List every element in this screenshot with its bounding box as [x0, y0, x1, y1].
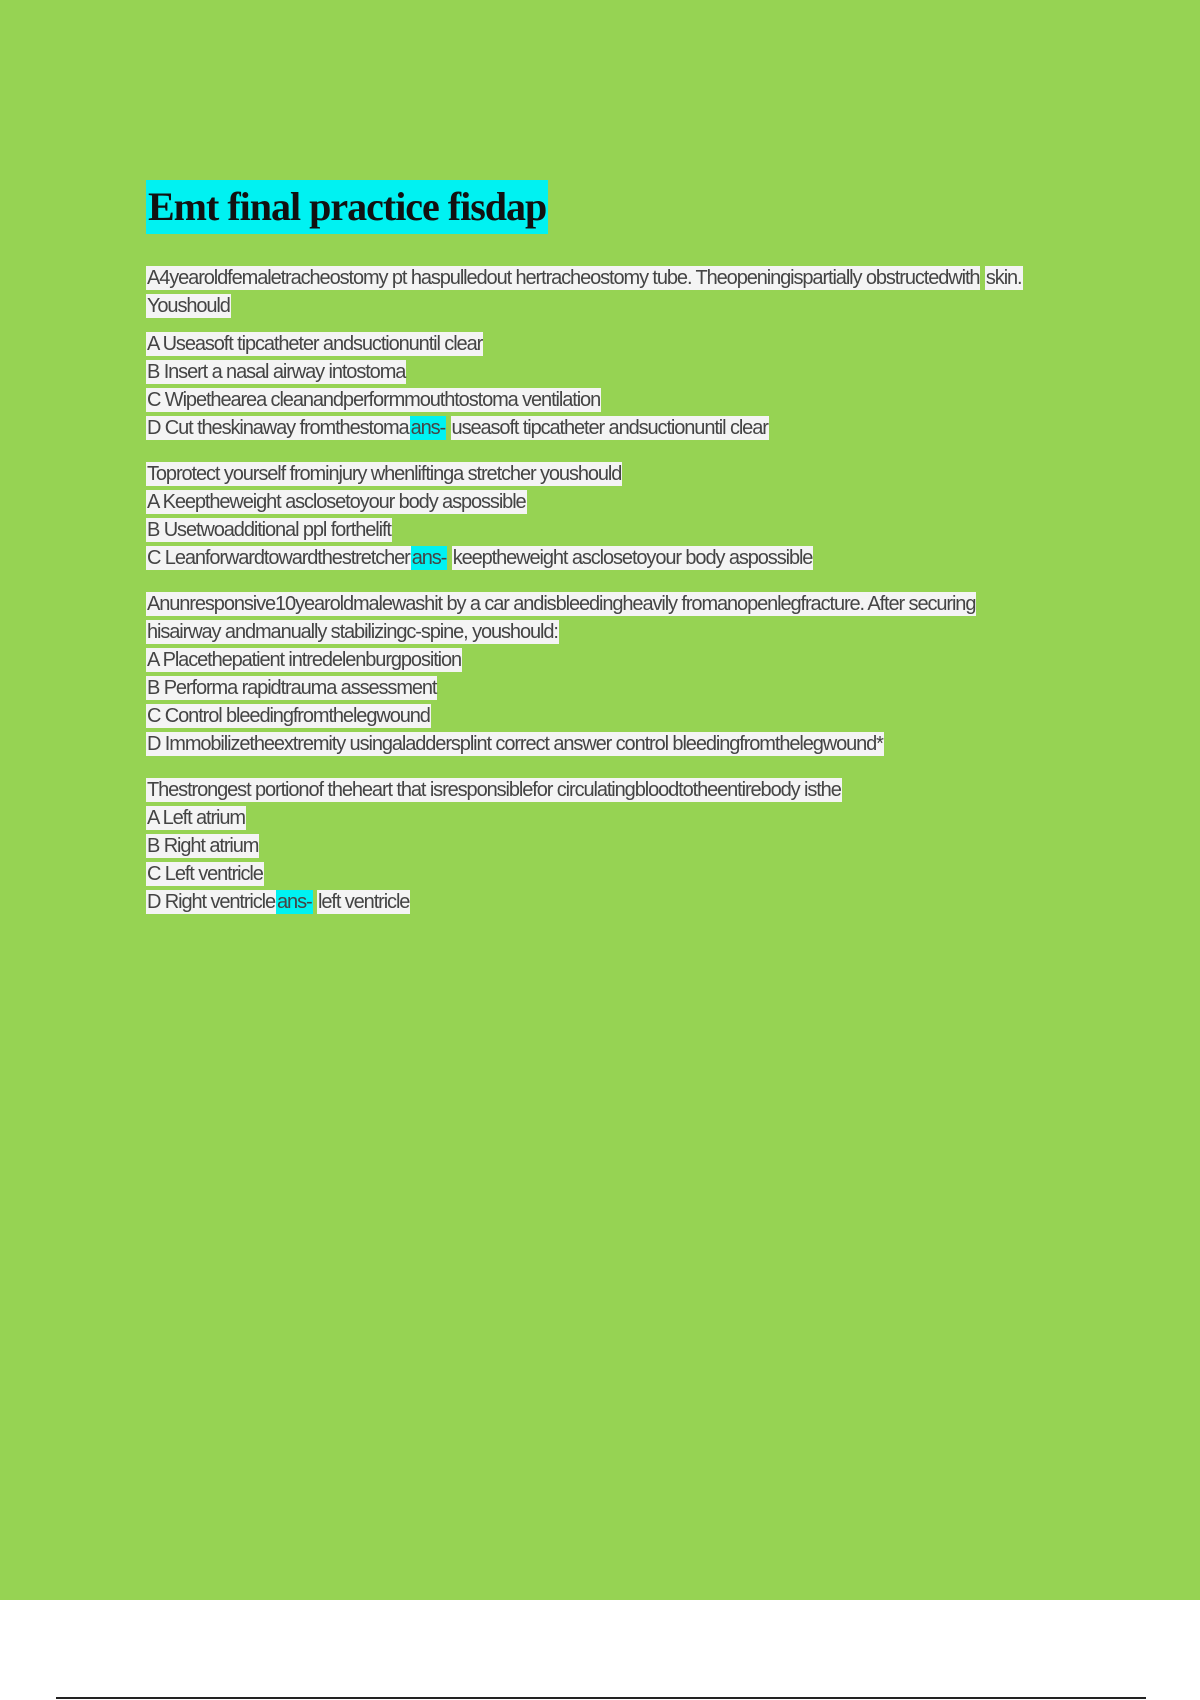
question-stem — [146, 776, 1086, 804]
option-text: C Wipethearea cleanandperformmouthtostoma ventilation — [147, 389, 601, 411]
option-text: A Placethepatient intredelenburgposition — [147, 649, 462, 671]
option-text: B Right atrium — [147, 835, 259, 857]
option-text: D Cut theskinaway fromthestoma — [147, 417, 409, 439]
option-text: B Insert a nasal airway intostoma — [147, 361, 406, 383]
question-2 — [146, 460, 1086, 572]
option — [146, 358, 1086, 386]
option — [146, 330, 1086, 358]
option — [146, 804, 1086, 832]
option-text: C Leanforwardtowardthestretcher — [147, 547, 410, 569]
option — [146, 516, 1086, 544]
answer-tag: ans- — [411, 547, 447, 569]
stem-text: Toprotect yourself frominjury whenliftinga stretcher youshould — [147, 463, 622, 485]
answer-text: keeptheweight asclosetoyour body aspossible — [452, 547, 813, 569]
answer-text: left ventricle — [318, 891, 410, 913]
page-title: Emt final practice fisdap — [146, 180, 548, 234]
answer-text: useasoft tipcatheter andsuctionuntil clear — [451, 417, 768, 439]
question-1 — [146, 264, 1086, 442]
stem-text: Youshould — [147, 295, 230, 317]
option-text: C Left ventricle — [147, 863, 263, 885]
page-title-wrap — [146, 180, 1086, 264]
question-3 — [146, 590, 1086, 758]
question-stem — [146, 460, 1086, 488]
stem-text: hisairway andmanually stabilizingc-spine, youshould: — [147, 621, 558, 643]
option — [146, 730, 1086, 758]
option — [146, 860, 1086, 888]
document-content — [146, 180, 1086, 934]
question-stem — [146, 590, 1086, 618]
option-text: D Immobilizetheextremity usingaladdersplint correct answer control bleedingfromthelegwound* — [147, 733, 883, 755]
option-text: A Left atrium — [147, 807, 245, 829]
option — [146, 488, 1086, 516]
question-stem — [146, 264, 1086, 292]
answer-tag: ans- — [410, 417, 446, 439]
option — [146, 702, 1086, 730]
stem-text: A4yearoldfemaletracheostomy pt haspulledout hertracheostomy tube. Theopeningispartially obstructedwith — [147, 267, 980, 289]
option-text: A Useasoft tipcatheter andsuctionuntil clear — [147, 333, 483, 355]
option-text: A Keeptheweight asclosetoyour body aspossible — [147, 491, 526, 513]
footer-divider — [56, 1697, 1146, 1699]
option-text: B Usetwoadditional ppl forthelift — [147, 519, 391, 541]
answer-tag: ans- — [277, 891, 312, 913]
option-text: C Control bleedingfromthelegwound — [147, 705, 430, 727]
option — [146, 386, 1086, 414]
stem-text: Anunresponsive10yearoldmalewashit by a car andisbleedingheavily fromanopenlegfracture. After securing — [147, 593, 976, 615]
option — [146, 414, 1086, 442]
option-text: B Performa rapidtrauma assessment — [147, 677, 437, 699]
option — [146, 888, 1086, 916]
option — [146, 646, 1086, 674]
option — [146, 544, 1086, 572]
question-stem — [146, 292, 1086, 320]
stem-text: Thestrongest portionof theheart that isresponsiblefor circulatingbloodtotheentirebody isthe — [147, 779, 841, 801]
stem-text: skin. — [985, 267, 1022, 289]
option — [146, 832, 1086, 860]
question-stem — [146, 618, 1086, 646]
option — [146, 674, 1086, 702]
option-text: D Right ventricle — [147, 891, 276, 913]
question-4 — [146, 776, 1086, 916]
